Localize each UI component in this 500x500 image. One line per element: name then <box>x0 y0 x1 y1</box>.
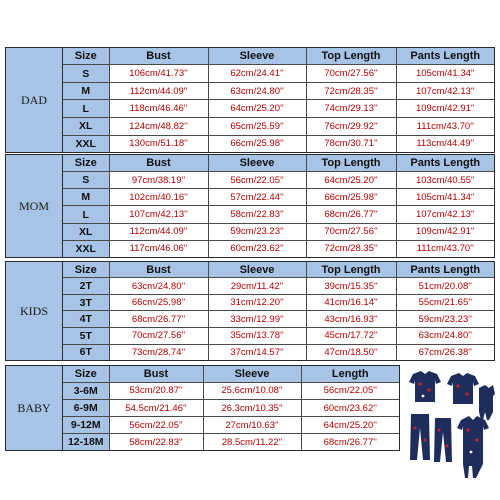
bust-cell: 112cm/44.09'' <box>109 223 208 240</box>
size-cell: 12-18M <box>63 434 109 450</box>
sleeve-cell: 57cm/22.44'' <box>208 189 306 206</box>
table-row <box>63 434 399 450</box>
col-header-sleeve: Sleeve <box>208 48 306 65</box>
table-row <box>63 206 494 223</box>
length-cell: 68cm/26.77'' <box>301 434 399 450</box>
col-header-length: Length <box>301 366 399 382</box>
table-row <box>63 135 494 152</box>
top-length-cell: 47cm/18.50'' <box>306 344 396 360</box>
size-group-mom <box>5 154 495 258</box>
sleeve-cell: 31cm/12.20'' <box>208 294 306 311</box>
pants-length-cell: 107cm/42.13'' <box>396 206 494 223</box>
col-header-top-length: Top Length <box>306 48 396 65</box>
table-row <box>63 311 494 328</box>
table-row <box>63 240 494 257</box>
sleeve-cell: 60cm/23.62'' <box>208 240 306 257</box>
size-cell: XXL <box>63 135 109 152</box>
table-row <box>63 82 494 100</box>
pants-length-cell: 105cm/41.34'' <box>396 65 494 83</box>
group-label-baby: BABY <box>6 366 63 450</box>
header-row <box>63 366 399 382</box>
size-cell: S <box>63 65 109 83</box>
sleeve-cell: 56cm/22.05'' <box>208 172 306 189</box>
bust-cell: 73cm/28.74'' <box>109 344 208 360</box>
sleeve-cell: 64cm/25.20'' <box>208 100 306 118</box>
top-length-cell: 76cm/29.92'' <box>306 118 396 136</box>
bust-cell: 63cm/24.80'' <box>109 278 208 295</box>
col-header-bust: Bust <box>109 155 208 172</box>
top-length-cell: 64cm/25.20'' <box>306 172 396 189</box>
col-header-bust: Bust <box>109 262 208 278</box>
col-header-size: Size <box>63 155 109 172</box>
table-row <box>63 328 494 345</box>
baby-pants-2 <box>434 418 452 462</box>
sleeve-cell: 66cm/25.98'' <box>208 135 306 152</box>
pants-length-cell: 51cm/20.08'' <box>396 278 494 295</box>
sleeve-cell: 59cm/23.23'' <box>208 223 306 240</box>
bust-cell: 97cm/38.19'' <box>109 172 208 189</box>
table-row <box>63 118 494 136</box>
pants-length-cell: 59cm/23.23'' <box>396 311 494 328</box>
bust-cell: 68cm/26.77'' <box>109 311 208 328</box>
col-header-pants-length: Pants Length <box>396 48 494 65</box>
top-length-cell: 45cm/17.72'' <box>306 328 396 345</box>
baby-onesie <box>479 385 495 420</box>
size-cell: 5T <box>63 328 109 345</box>
sleeve-cell: 58cm/22.83'' <box>208 206 306 223</box>
sleeve-cell: 37cm/14.57'' <box>208 344 306 360</box>
top-length-cell: 41cm/16.14'' <box>306 294 396 311</box>
size-table-mom <box>63 155 494 257</box>
bust-cell: 130cm/51.18'' <box>109 135 208 152</box>
size-cell: M <box>63 189 109 206</box>
size-table-baby <box>63 366 399 450</box>
table-row <box>63 172 494 189</box>
table-row <box>63 344 494 360</box>
size-cell: 6T <box>63 344 109 360</box>
pants-length-cell: 109cm/42.91'' <box>396 100 494 118</box>
length-cell: 60cm/23.62'' <box>301 399 399 416</box>
size-table-dad <box>63 48 494 152</box>
size-cell: S <box>63 172 109 189</box>
sleeve-cell: 65cm/25.59'' <box>208 118 306 136</box>
top-length-cell: 70cm/27.56'' <box>306 65 396 83</box>
col-header-size: Size <box>63 366 109 382</box>
baby-top-front <box>409 371 441 402</box>
size-group-dad <box>5 47 495 153</box>
bust-cell: 53cm/20.87'' <box>109 382 203 399</box>
table-row <box>63 382 399 399</box>
sleeve-cell: 63cm/24.80'' <box>208 82 306 100</box>
size-group-kids <box>5 261 495 361</box>
top-length-cell: 43cm/16.93'' <box>306 311 396 328</box>
sleeve-cell: 35cm/13.78'' <box>208 328 306 345</box>
pants-length-cell: 67cm/26.38'' <box>396 344 494 360</box>
pants-length-cell: 109cm/42.91'' <box>396 223 494 240</box>
size-cell: XL <box>63 223 109 240</box>
pants-length-cell: 105cm/41.34'' <box>396 189 494 206</box>
size-cell: M <box>63 82 109 100</box>
col-header-bust: Bust <box>109 48 208 65</box>
size-cell: XL <box>63 118 109 136</box>
size-cell: 6-9M <box>63 399 109 416</box>
sleeve-cell: 26.3cm/10.35'' <box>203 399 301 416</box>
pajama-product-image <box>405 368 495 488</box>
size-cell: 3T <box>63 294 109 311</box>
col-header-size: Size <box>63 262 109 278</box>
bust-cell: 112cm/44.09'' <box>109 82 208 100</box>
top-length-cell: 70cm/27.56'' <box>306 223 396 240</box>
baby-pants-1 <box>410 414 430 460</box>
col-header-top-length: Top Length <box>306 262 396 278</box>
bust-cell: 58cm/22.83'' <box>109 434 203 450</box>
col-header-pants-length: Pants Length <box>396 155 494 172</box>
bust-cell: 124cm/48.82'' <box>109 118 208 136</box>
bust-cell: 66cm/25.98'' <box>109 294 208 311</box>
table-row <box>63 278 494 295</box>
table-row <box>63 100 494 118</box>
sleeve-cell: 28.5cm/11.22'' <box>203 434 301 450</box>
bust-cell: 107cm/42.13'' <box>109 206 208 223</box>
sleeve-cell: 25.6cm/10.08'' <box>203 382 301 399</box>
top-length-cell: 78cm/30.71'' <box>306 135 396 152</box>
group-label-mom: MOM <box>6 155 63 257</box>
bust-cell: 70cm/27.56'' <box>109 328 208 345</box>
bust-cell: 102cm/40.16'' <box>109 189 208 206</box>
pants-length-cell: 103cm/40.55'' <box>396 172 494 189</box>
col-header-size: Size <box>63 48 109 65</box>
col-header-top-length: Top Length <box>306 155 396 172</box>
table-row <box>63 189 494 206</box>
bust-cell: 118cm/46.46'' <box>109 100 208 118</box>
size-cell: 3-6M <box>63 382 109 399</box>
sleeve-cell: 29cm/11.42'' <box>208 278 306 295</box>
pants-length-cell: 55cm/21.65'' <box>396 294 494 311</box>
pants-length-cell: 111cm/43.70'' <box>396 118 494 136</box>
header-row <box>63 262 494 278</box>
table-row <box>63 417 399 434</box>
length-cell: 64cm/25.20'' <box>301 417 399 434</box>
size-cell: 4T <box>63 311 109 328</box>
size-cell: L <box>63 100 109 118</box>
col-header-pants-length: Pants Length <box>396 262 494 278</box>
top-length-cell: 72cm/28.35'' <box>306 82 396 100</box>
sleeve-cell: 27cm/10.63'' <box>203 417 301 434</box>
header-row <box>63 155 494 172</box>
group-label-dad: DAD <box>6 48 63 152</box>
table-row <box>63 223 494 240</box>
top-length-cell: 66cm/25.98'' <box>306 189 396 206</box>
col-header-sleeve: Sleeve <box>208 262 306 278</box>
col-header-sleeve: Sleeve <box>208 155 306 172</box>
top-length-cell: 68cm/26.77'' <box>306 206 396 223</box>
size-cell: 2T <box>63 278 109 295</box>
group-label-kids: KIDS <box>6 262 63 360</box>
bust-cell: 106cm/41.73'' <box>109 65 208 83</box>
pants-length-cell: 107cm/42.13'' <box>396 82 494 100</box>
baby-top-back <box>447 373 479 404</box>
table-row <box>63 65 494 83</box>
sleeve-cell: 62cm/24.41'' <box>208 65 306 83</box>
size-cell: 9-12M <box>63 417 109 434</box>
col-header-bust: Bust <box>109 366 203 382</box>
top-length-cell: 72cm/28.35'' <box>306 240 396 257</box>
length-cell: 56cm/22.05'' <box>301 382 399 399</box>
table-row <box>63 399 399 416</box>
bust-cell: 54.5cm/21.46'' <box>109 399 203 416</box>
sleeve-cell: 33cm/12.99'' <box>208 311 306 328</box>
bust-cell: 56cm/22.05'' <box>109 417 203 434</box>
col-header-sleeve: Sleeve <box>203 366 301 382</box>
size-table-kids <box>63 262 494 360</box>
pants-length-cell: 111cm/43.70'' <box>396 240 494 257</box>
top-length-cell: 74cm/29.13'' <box>306 100 396 118</box>
table-row <box>63 294 494 311</box>
pants-length-cell: 113cm/44.49'' <box>396 135 494 152</box>
size-cell: L <box>63 206 109 223</box>
size-group-baby <box>5 365 400 451</box>
pants-length-cell: 63cm/24.80'' <box>396 328 494 345</box>
top-length-cell: 39cm/15.35'' <box>306 278 396 295</box>
bust-cell: 117cm/46.06'' <box>109 240 208 257</box>
size-cell: XXL <box>63 240 109 257</box>
baby-romper <box>457 416 489 478</box>
header-row <box>63 48 494 65</box>
